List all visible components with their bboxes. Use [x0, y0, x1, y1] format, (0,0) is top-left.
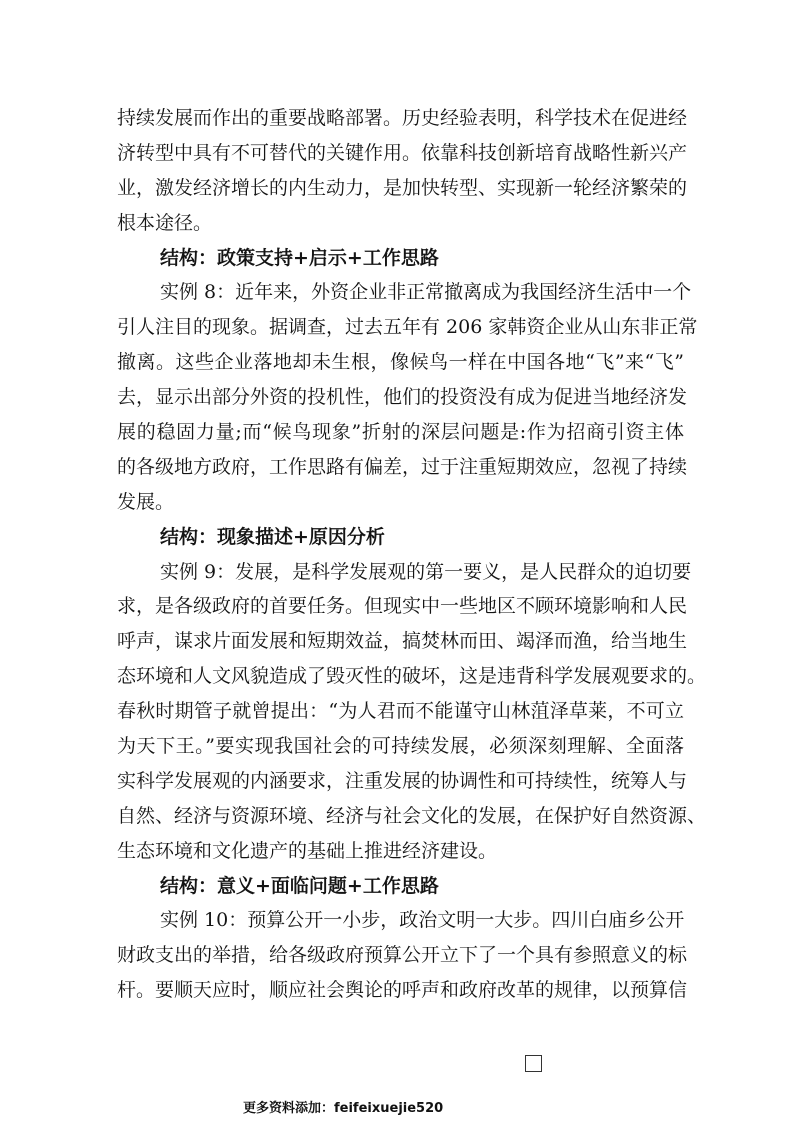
- paragraph-line: 济转型中具有不可替代的关键作用。依靠科技创新培育战略性新兴产: [117, 141, 688, 164]
- section-policy-support: [117, 241, 698, 520]
- paragraph-line: 实例 10：预算公开一小步，政治文明一大步。四川白庙乡公开: [160, 909, 685, 932]
- document-body: [117, 101, 707, 1008]
- paragraph-line: 撤离。这些企业落地却未生根，像候鸟一样在中国各地“飞”来“飞”: [117, 351, 684, 374]
- paragraph-line: 为天下王。”要实现我国社会的可持续发展，必须深刻理解、全面落: [117, 735, 684, 758]
- paragraph-line: 业，激发经济增长的内生动力，是加快转型、实现新一轮经济繁荣的: [117, 176, 688, 199]
- paragraph-line: 杆。要顺天应时，顺应社会舆论的呼声和政府改革的规律，以预算信: [117, 979, 688, 1002]
- paragraph-line: 实例 9：发展，是科学发展观的第一要义，是人民群众的迫切要: [160, 560, 692, 583]
- paragraph-line: 求，是各级政府的首要任务。但现实中一些地区不顾环境影响和人民: [117, 595, 688, 618]
- footer-note: 更多资料添加：feifeixuejie520: [243, 1101, 444, 1116]
- section-heading: 结构：现象描述+原因分析: [160, 525, 385, 548]
- paragraph-line: 展的稳固力量;而“候鸟现象”折射的深层问题是:作为招商引资主体: [117, 421, 684, 444]
- paragraph-line: 生态环境和文化遗产的基础上推进经济建设。: [117, 839, 498, 862]
- paragraph-line: 呼声，谋求片面发展和短期效益，搞焚林而田、竭泽而渔，给当地生: [117, 630, 688, 653]
- square-outline-icon: [525, 1055, 542, 1072]
- paragraph-line: 的各级地方政府，工作思路有偏差，过于注重短期效应，忽视了持续: [117, 455, 688, 478]
- section-phenomenon-analysis: [117, 520, 707, 869]
- section-heading: 结构：政策支持+启示+工作思路: [160, 246, 439, 269]
- paragraph-line: 引人注目的现象。据调查，过去五年有 206 家韩资企业从山东非正常: [117, 316, 698, 339]
- paragraph-line: 实例 8：近年来，外资企业非正常撤离成为我国经济生活中一个: [160, 281, 692, 304]
- section-heading: 结构：意义+面临问题+工作思路: [160, 874, 439, 897]
- paragraph-line: 春秋时期管子就曾提出：“为人君而不能谨守山林菹泽草莱，不可立: [117, 700, 684, 723]
- paragraph-line: 财政支出的举措，给各级政府预算公开立下了一个具有参照意义的标: [117, 944, 688, 967]
- paragraph-line: 实科学发展观的内涵要求，注重发展的协调性和可持续性，统筹人与: [117, 769, 688, 792]
- paragraph-line: 根本途径。: [117, 211, 213, 234]
- paragraph-line: 发展。: [117, 490, 175, 513]
- paragraph-line: 自然、经济与资源环境、经济与社会文化的发展，在保护好自然资源、: [117, 804, 707, 827]
- intro-paragraph: [117, 101, 688, 241]
- section-significance-problems: [117, 869, 688, 1009]
- paragraph-line: 态环境和人文风貌造成了毁灭性的破坏，这是违背科学发展观要求的。: [117, 665, 707, 688]
- paragraph-line: 持续发展而作出的重要战略部署。历史经验表明，科学技术在促进经: [117, 107, 688, 129]
- paragraph-line: 去，显示出部分外资的投机性，他们的投资没有成为促进当地经济发: [117, 386, 688, 409]
